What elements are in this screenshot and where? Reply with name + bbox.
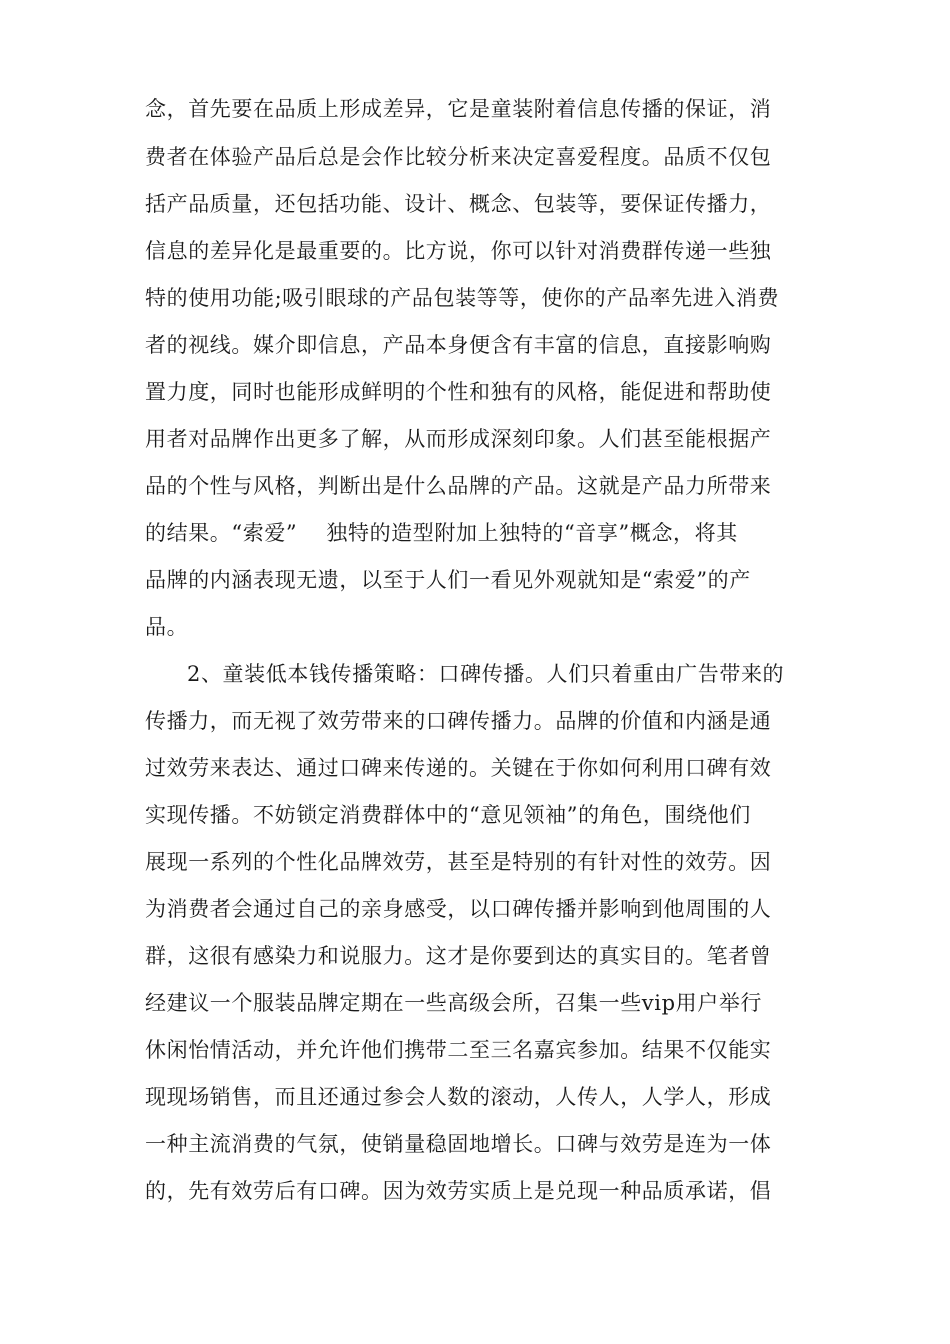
text-line: 现现场销售，而且还通过参会人数的滚动，人传人，人学人，形成 bbox=[145, 1085, 772, 1109]
text-line: 信息的差异化是最重要的。比方说，你可以针对消费群传递一些独 bbox=[145, 239, 772, 263]
text-line: 用者对品牌作出更多了解，从而形成深刻印象。人们甚至能根据产 bbox=[145, 427, 772, 451]
text-line: 特的使用功能;吸引眼球的产品包装等等，使你的产品率先进入消费 bbox=[145, 286, 780, 310]
text-line: 的，先有效劳后有口碑。因为效劳实质上是兑现一种品质承诺，倡 bbox=[145, 1179, 772, 1203]
text-line: 的结果。“索爱” 独特的造型附加上独特的“音享”概念，将其 bbox=[145, 521, 738, 545]
text-line: 费者在体验产品后总是会作比较分析来决定喜爱程度。品质不仅包 bbox=[145, 145, 772, 169]
text-line: 实现传播。不妨锁定消费群体中的“意见领袖”的角色，围绕他们 bbox=[145, 803, 751, 827]
text-line: 括产品质量，还包括功能、设计、概念、包装等，要保证传播力， bbox=[145, 192, 772, 216]
text-line: 传播力，而无视了效劳带来的口碑传播力。品牌的价值和内涵是通 bbox=[145, 709, 772, 733]
text-line: 为消费者会通过自己的亲身感受，以口碑传播并影响到他周围的人 bbox=[145, 897, 772, 921]
text-line: 者的视线。媒介即信息，产品本身便含有丰富的信息，直接影响购 bbox=[145, 333, 772, 357]
text-line: 念，首先要在品质上形成差异，它是童装附着信息传播的保证，消 bbox=[145, 97, 772, 121]
text-line: 休闲怡情活动，并允许他们携带二至三名嘉宾参加。结果不仅能实 bbox=[145, 1038, 772, 1062]
text-line: 一种主流消费的气氛，使销量稳固地增长。口碑与效劳是连为一体 bbox=[145, 1132, 772, 1156]
text-line: 品牌的内涵表现无遗，以至于人们一看见外观就知是“索爱”的产 bbox=[145, 568, 751, 592]
text-line: 展现一系列的个性化品牌效劳，甚至是特别的有针对性的效劳。因 bbox=[145, 850, 772, 874]
text-line: 置力度，同时也能形成鲜明的个性和独有的风格，能促进和帮助使 bbox=[145, 380, 772, 404]
text-line: 2、童装低本钱传播策略：口碑传播。人们只着重由广告带来的 bbox=[187, 662, 785, 686]
text-line: 品的个性与风格，判断出是什么品牌的产品。这就是产品力所带来 bbox=[145, 474, 772, 498]
text-line: 经建议一个服装品牌定期在一些高级会所，召集一些vip用户举行 bbox=[145, 991, 763, 1015]
text-line: 群，这很有感染力和说服力。这才是你要到达的真实目的。笔者曾 bbox=[145, 944, 772, 968]
text-line: 过效劳来表达、通过口碑来传递的。关键在于你如何利用口碑有效 bbox=[145, 756, 772, 780]
text-line: 品。 bbox=[145, 615, 189, 639]
